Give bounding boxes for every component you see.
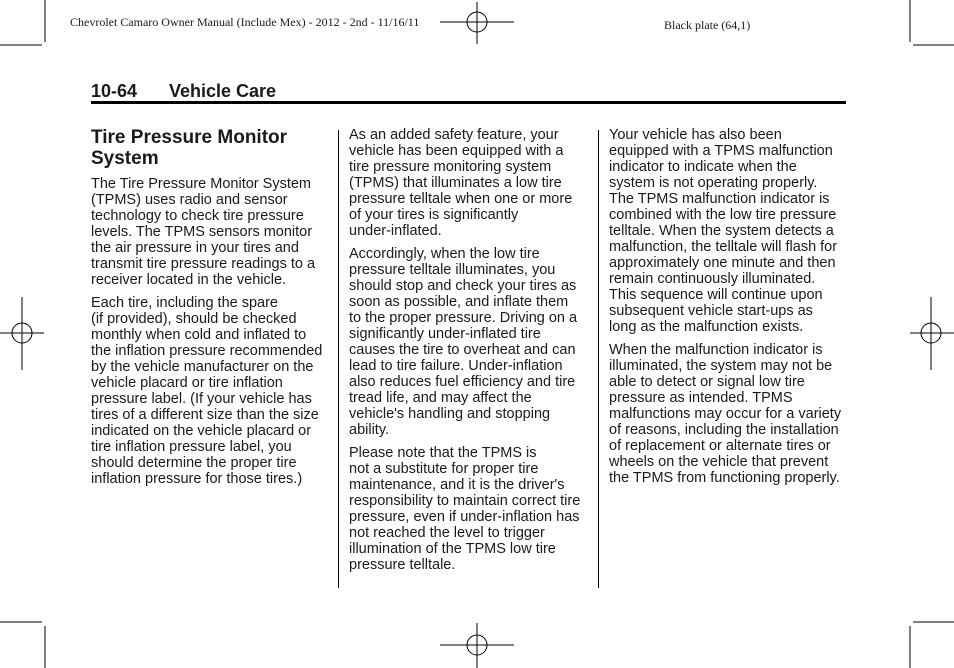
- text-line: As an added safety feature, your: [349, 127, 559, 143]
- text-line: vehicle has been equipped with a: [349, 143, 564, 159]
- text-line: pressure telltale.: [349, 557, 456, 573]
- text-line: inflation pressure for those tires.): [91, 471, 303, 487]
- text-line: pressure as intended. TPMS: [609, 390, 793, 406]
- text-line: When the malfunction indicator is: [609, 342, 823, 358]
- text-line: illuminated, the system may not be: [609, 358, 833, 374]
- text-line: vehicle's handling and stopping: [349, 406, 551, 422]
- text-line: illumination of the TPMS low tire: [349, 541, 556, 557]
- text-line: pressure label. (If your vehicle has: [91, 391, 312, 407]
- text-line: the inflation pressure recommended: [91, 343, 323, 359]
- paragraph: [91, 295, 331, 487]
- text-line: levels. The TPMS sensors monitor: [91, 224, 313, 240]
- paragraph: [349, 127, 589, 239]
- text-line: soon as possible, and inflate them: [349, 294, 569, 310]
- text-line: malfunction, the telltale will flash for: [609, 239, 838, 255]
- registration-mark-top: [440, 2, 514, 44]
- text-line: Please note that the TPMS is: [349, 445, 537, 461]
- text-line: transmit tire pressure readings to a: [91, 256, 316, 272]
- paragraph: [349, 246, 589, 438]
- text-line: indicator to indicate when the: [609, 159, 797, 175]
- text-line: equipped with a TPMS malfunction: [609, 143, 833, 159]
- text-line: remain continuously illuminated.: [609, 271, 816, 287]
- paragraph: [609, 127, 849, 335]
- paragraph: [349, 445, 589, 573]
- text-line: (if provided), should be checked: [91, 311, 297, 327]
- column-3: [609, 127, 849, 493]
- crop-mark-bottom-right: [910, 622, 954, 668]
- article-heading: Tire Pressure Monitor System: [91, 127, 288, 169]
- print-job-title: Chevrolet Camaro Owner Manual (Include Mex) - 2012 - 2nd - 11/16/11: [70, 15, 420, 29]
- section-title: Vehicle Care: [169, 81, 277, 101]
- crop-mark-top-right: [910, 0, 954, 45]
- text-line: the TPMS from functioning properly.: [609, 470, 840, 486]
- text-line: pressure, even if under-inflation has: [349, 509, 580, 525]
- text-line: not a substitute for proper tire: [349, 461, 539, 477]
- crop-mark-top-left: [0, 0, 45, 45]
- text-line: receiver located in the vehicle.: [91, 272, 287, 288]
- text-line: The Tire Pressure Monitor System: [91, 176, 311, 192]
- text-line: pressure telltale when one or more: [349, 191, 573, 207]
- text-line: the air pressure in your tires and: [91, 240, 299, 256]
- text-line: pressure telltale illuminates, you: [349, 262, 556, 278]
- text-line: of reasons, including the installation: [609, 422, 839, 438]
- text-line: Accordingly, when the low tire: [349, 246, 540, 262]
- text-line: significantly under-inflated tire: [349, 326, 541, 342]
- text-line: wheels on the vehicle that prevent: [609, 454, 829, 470]
- text-line: also reduces fuel efficiency and tire: [349, 374, 576, 390]
- text-line: vehicle placard or tire inflation: [91, 375, 283, 391]
- text-line: tire pressure monitoring system: [349, 159, 552, 175]
- paragraph: [91, 176, 331, 288]
- text-line: able to detect or signal low tire: [609, 374, 805, 390]
- text-line: system is not operating properly.: [609, 175, 818, 191]
- text-line: tire inflation pressure label, you: [91, 439, 292, 455]
- text-line: long as the malfunction exists.: [609, 319, 804, 335]
- registration-mark-right: [910, 297, 954, 370]
- crop-mark-bottom-left: [0, 622, 45, 668]
- column-2: [349, 127, 589, 580]
- text-line: Your vehicle has also been: [609, 127, 782, 143]
- text-line: malfunctions may occur for a variety: [609, 406, 842, 422]
- column-1: [91, 127, 331, 494]
- registration-mark-bottom: [440, 623, 514, 668]
- paragraph: [609, 342, 849, 486]
- text-line: combined with the low tire pressure: [609, 207, 837, 223]
- text-line: This sequence will continue upon: [609, 287, 823, 303]
- text-line: of your tires is significantly: [349, 207, 519, 223]
- text-line: monthly when cold and inflated to: [91, 327, 307, 343]
- text-line: Each tire, including the spare: [91, 295, 278, 311]
- text-line: (TPMS) uses radio and sensor: [91, 192, 288, 208]
- text-line: under-inflated.: [349, 223, 442, 239]
- text-line: tread life, and may affect the: [349, 390, 532, 406]
- text-line: responsibility to maintain correct tire: [349, 493, 581, 509]
- text-line: tires of a different size than the size: [91, 407, 319, 423]
- page-number: 10-64: [91, 81, 138, 101]
- text-line: should stop and check your tires as: [349, 278, 577, 294]
- text-line: approximately one minute and then: [609, 255, 836, 271]
- text-line: telltale. When the system detects a: [609, 223, 834, 239]
- plate-label: Black plate (64,1): [664, 18, 751, 32]
- text-line: maintenance, and it is the driver's: [349, 477, 565, 493]
- text-line: should determine the proper tire: [91, 455, 297, 471]
- column-divider: [598, 130, 599, 588]
- text-line: indicated on the vehicle placard or: [91, 423, 312, 439]
- text-line: lead to tire failure. Under-inflation: [349, 358, 563, 374]
- text-line: The TPMS malfunction indicator is: [609, 191, 830, 207]
- text-line: ability.: [349, 422, 390, 438]
- text-line: subsequent vehicle start-ups as: [609, 303, 813, 319]
- text-line: by the vehicle manufacturer on the: [91, 359, 314, 375]
- text-line: to the proper pressure. Driving on a: [349, 310, 578, 326]
- text-line: of replacement or alternate tires or: [609, 438, 831, 454]
- header-rule: [91, 101, 846, 104]
- text-line: technology to check tire pressure: [91, 208, 304, 224]
- text-line: not reached the level to trigger: [349, 525, 545, 541]
- text-line: (TPMS) that illuminates a low tire: [349, 175, 562, 191]
- registration-mark-left: [0, 297, 44, 370]
- column-divider: [338, 130, 339, 588]
- text-line: causes the tire to overheat and can: [349, 342, 576, 358]
